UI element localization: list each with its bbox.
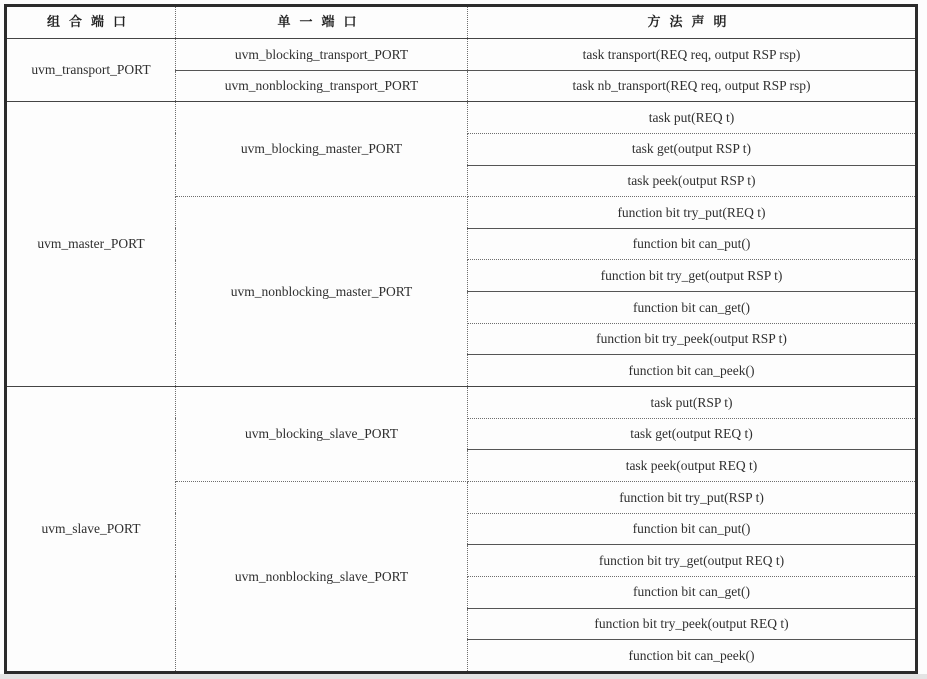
single-port-cell: uvm_nonblocking_master_PORT — [176, 197, 468, 387]
port-method-table — [4, 4, 918, 674]
header-method-declaration: 方法声明 — [468, 6, 917, 39]
method-cell: function bit try_get(output REQ t) — [468, 545, 917, 577]
method-cell: task transport(REQ req, output RSP rsp) — [468, 39, 917, 71]
method-cell: task nb_transport(REQ req, output RSP rsp) — [468, 70, 917, 102]
method-cell: function bit try_put(REQ t) — [468, 197, 917, 229]
method-cell: task get(output RSP t) — [468, 133, 917, 165]
scan-edge — [0, 674, 927, 679]
header-row — [6, 6, 917, 39]
method-cell: task put(RSP t) — [468, 387, 917, 419]
method-cell: function bit try_peek(output RSP t) — [468, 323, 917, 355]
method-cell: task peek(output REQ t) — [468, 450, 917, 482]
table-row — [6, 39, 917, 71]
single-port-cell: uvm_blocking_master_PORT — [176, 102, 468, 197]
single-port-cell: uvm_blocking_transport_PORT — [176, 39, 468, 71]
method-cell: function bit can_peek() — [468, 355, 917, 387]
single-port-cell: uvm_blocking_slave_PORT — [176, 387, 468, 482]
combined-port-cell: uvm_transport_PORT — [6, 39, 176, 102]
method-cell: function bit can_put() — [468, 228, 917, 260]
method-cell: function bit try_peek(output REQ t) — [468, 608, 917, 640]
method-cell: function bit can_put() — [468, 513, 917, 545]
method-cell: function bit try_put(RSP t) — [468, 481, 917, 513]
combined-port-cell: uvm_master_PORT — [6, 102, 176, 387]
combined-port-cell: uvm_slave_PORT — [6, 387, 176, 673]
method-cell: task put(REQ t) — [468, 102, 917, 134]
method-cell: function bit can_get() — [468, 576, 917, 608]
method-cell: task peek(output RSP t) — [468, 165, 917, 197]
single-port-cell: uvm_nonblocking_slave_PORT — [176, 481, 468, 672]
method-cell: task get(output REQ t) — [468, 418, 917, 450]
method-cell: function bit try_get(output RSP t) — [468, 260, 917, 292]
header-combined-port: 组合端口 — [6, 6, 176, 39]
method-cell: function bit can_get() — [468, 292, 917, 324]
table-row — [6, 102, 917, 134]
table-row — [6, 387, 917, 419]
single-port-cell: uvm_nonblocking_transport_PORT — [176, 70, 468, 102]
header-single-port: 单一端口 — [176, 6, 468, 39]
method-cell: function bit can_peek() — [468, 640, 917, 673]
